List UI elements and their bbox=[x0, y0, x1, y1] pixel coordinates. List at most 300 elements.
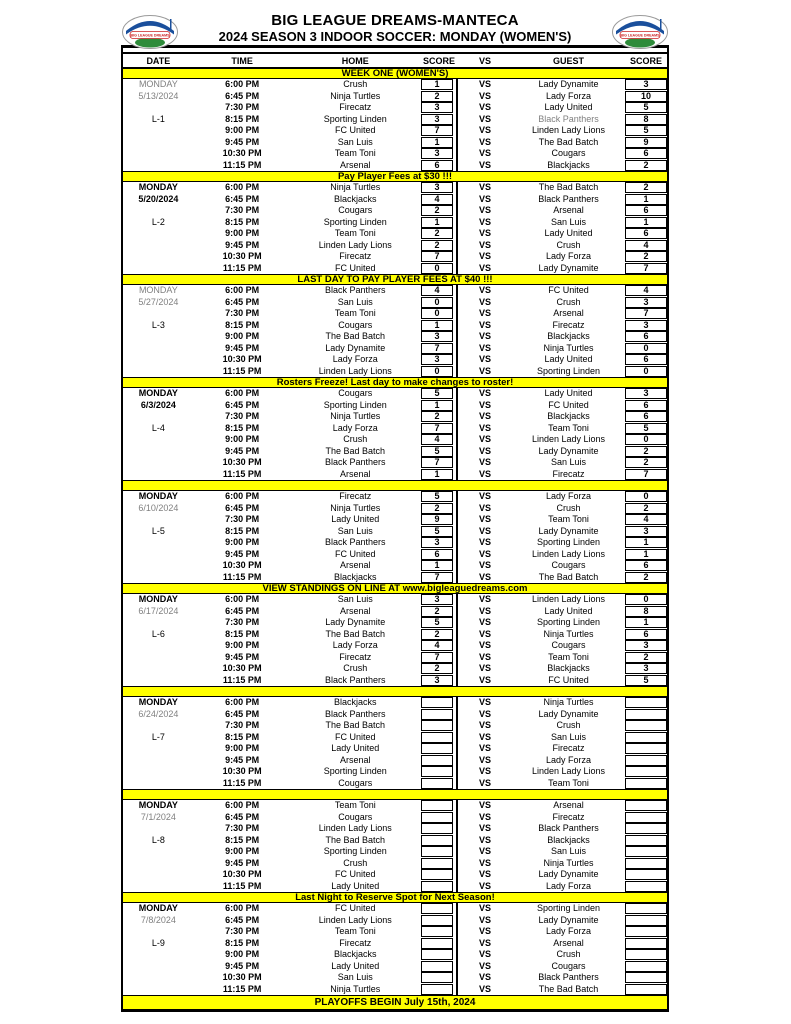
guest-score: 2 bbox=[625, 503, 667, 514]
date-cell bbox=[123, 411, 194, 423]
guest-team: Lady United bbox=[544, 228, 593, 238]
vs-label: VS bbox=[479, 296, 492, 307]
date-cell bbox=[123, 308, 194, 320]
guest-team: Black Panthers bbox=[538, 113, 599, 124]
guest-score-cell bbox=[625, 938, 667, 950]
date-cell bbox=[123, 549, 194, 561]
home-score: 3 bbox=[421, 537, 453, 548]
page-header bbox=[121, 10, 669, 48]
guest-team: Firecatz bbox=[552, 319, 585, 330]
game-date: 6/17/2024 bbox=[138, 605, 179, 616]
guest-team: San Luis bbox=[550, 216, 587, 227]
column-header-guest-5: GUEST bbox=[553, 56, 585, 66]
home-team: Lady Forza bbox=[332, 354, 378, 364]
game-time: 7:30 PM bbox=[225, 102, 260, 112]
guest-score-cell bbox=[625, 194, 667, 206]
date-cell bbox=[123, 434, 194, 446]
vs-label: VS bbox=[479, 640, 492, 650]
guest-team: Arsenal bbox=[553, 937, 584, 948]
game-time: 8:15 PM bbox=[225, 113, 260, 124]
home-team: Lady United bbox=[331, 960, 380, 971]
guest-score: 1 bbox=[625, 537, 667, 548]
home-score: 3 bbox=[421, 675, 453, 686]
home-score: 7 bbox=[421, 251, 453, 262]
home-score bbox=[421, 800, 453, 811]
date-cell bbox=[123, 675, 194, 687]
vs-label: VS bbox=[479, 285, 492, 295]
home-score-cell bbox=[420, 858, 458, 870]
guest-team: San Luis bbox=[550, 457, 587, 467]
game-row bbox=[123, 915, 667, 927]
home-score-cell bbox=[420, 240, 458, 252]
guest-team: Lady Forza bbox=[545, 90, 592, 101]
week-banner bbox=[123, 480, 667, 491]
vs-label: VS bbox=[479, 308, 492, 318]
column-header-time-1: TIME bbox=[231, 56, 253, 66]
guest-team: Firecatz bbox=[552, 743, 585, 753]
vs-label: VS bbox=[479, 457, 492, 467]
home-score-cell bbox=[420, 423, 458, 435]
game-row bbox=[123, 629, 667, 641]
vs-label: VS bbox=[479, 972, 492, 982]
guest-score bbox=[625, 755, 667, 766]
home-score bbox=[421, 766, 453, 777]
guest-score: 2 bbox=[625, 572, 667, 583]
guest-score-cell bbox=[625, 720, 667, 732]
guest-score-cell bbox=[625, 205, 667, 217]
home-score-cell bbox=[420, 949, 458, 961]
vs-label: VS bbox=[479, 319, 492, 330]
guest-score-cell bbox=[625, 434, 667, 446]
guest-score: 4 bbox=[625, 240, 667, 251]
guest-score-cell bbox=[625, 526, 667, 538]
home-team: Team Toni bbox=[334, 148, 376, 158]
game-row bbox=[123, 949, 667, 961]
guest-team: Lady Dynamite bbox=[538, 708, 599, 719]
date-cell bbox=[123, 720, 194, 732]
home-score-cell bbox=[420, 102, 458, 114]
column-header-row bbox=[123, 54, 667, 68]
date-cell bbox=[123, 160, 194, 172]
guest-score-cell bbox=[625, 949, 667, 961]
home-team: Arsenal bbox=[340, 754, 371, 765]
game-row bbox=[123, 549, 667, 561]
guest-score bbox=[625, 732, 667, 743]
home-score bbox=[421, 743, 453, 754]
game-time: 11:15 PM bbox=[222, 880, 262, 891]
home-score-cell bbox=[420, 320, 458, 332]
vs-label: VS bbox=[479, 125, 492, 135]
home-score bbox=[421, 755, 453, 766]
home-score bbox=[421, 949, 453, 960]
home-team: Cougars bbox=[338, 319, 373, 330]
game-row bbox=[123, 526, 667, 538]
game-time: 10:30 PM bbox=[222, 251, 262, 261]
vs-label: VS bbox=[479, 159, 492, 170]
guest-score bbox=[625, 926, 667, 937]
home-score bbox=[421, 869, 453, 880]
guest-score-cell bbox=[625, 961, 667, 973]
home-score-cell bbox=[420, 194, 458, 206]
home-score-cell bbox=[420, 217, 458, 229]
guest-score: 2 bbox=[625, 182, 667, 193]
vs-label: VS bbox=[479, 399, 492, 410]
game-row bbox=[123, 320, 667, 332]
game-time: 9:45 PM bbox=[225, 960, 260, 971]
guest-score: 1 bbox=[625, 549, 667, 560]
schedule-content bbox=[121, 10, 669, 1012]
game-time: 11:15 PM bbox=[222, 468, 262, 479]
guest-score: 0 bbox=[625, 343, 667, 354]
home-team: Blackjacks bbox=[334, 571, 377, 582]
game-row bbox=[123, 457, 667, 469]
league-label: L-7 bbox=[151, 731, 165, 742]
home-team: Ninja Turtles bbox=[330, 90, 381, 101]
game-row bbox=[123, 469, 667, 481]
home-score bbox=[421, 823, 453, 834]
game-time: 7:30 PM bbox=[225, 205, 260, 215]
guest-score-cell bbox=[625, 972, 667, 984]
home-score: 2 bbox=[421, 606, 453, 617]
guest-score-cell bbox=[625, 675, 667, 687]
home-score-cell bbox=[420, 812, 458, 824]
home-score: 6 bbox=[421, 549, 453, 560]
date-cell bbox=[123, 743, 194, 755]
guest-score-cell bbox=[625, 251, 667, 263]
guest-score bbox=[625, 709, 667, 720]
guest-score-cell bbox=[625, 572, 667, 584]
game-row bbox=[123, 434, 667, 446]
home-score bbox=[421, 778, 453, 789]
game-time: 11:15 PM bbox=[222, 159, 262, 170]
bld-oval-logo-icon bbox=[611, 14, 669, 51]
guest-score: 6 bbox=[625, 629, 667, 640]
game-time: 9:00 PM bbox=[225, 331, 260, 341]
guest-score: 0 bbox=[625, 366, 667, 377]
game-time: 7:30 PM bbox=[225, 720, 260, 730]
game-day: MONDAY bbox=[138, 594, 178, 604]
home-score-cell bbox=[420, 400, 458, 412]
guest-team: Sporting Linden bbox=[536, 903, 601, 913]
week-block-l-7 bbox=[123, 697, 667, 789]
home-team: Firecatz bbox=[339, 491, 372, 501]
vs-label: VS bbox=[479, 148, 492, 158]
date-cell bbox=[123, 778, 194, 790]
game-time: 10:30 PM bbox=[222, 766, 262, 776]
guest-score-cell bbox=[625, 881, 667, 893]
vs-label: VS bbox=[479, 766, 492, 776]
guest-score-cell bbox=[625, 709, 667, 721]
game-time: 8:15 PM bbox=[225, 937, 260, 948]
vs-label: VS bbox=[479, 342, 492, 353]
home-score: 5 bbox=[421, 617, 453, 628]
home-score-cell bbox=[420, 354, 458, 366]
guest-score-cell bbox=[625, 697, 667, 709]
game-row bbox=[123, 984, 667, 996]
guest-team: The Bad Batch bbox=[538, 983, 599, 994]
home-score: 1 bbox=[421, 400, 453, 411]
guest-score: 0 bbox=[625, 594, 667, 605]
home-team: Lady Forza bbox=[332, 422, 378, 433]
date-cell bbox=[123, 881, 194, 893]
week-block-l-4 bbox=[123, 388, 667, 480]
home-score-cell bbox=[420, 572, 458, 584]
home-score-cell bbox=[420, 846, 458, 858]
week-block-l-3 bbox=[123, 285, 667, 377]
vs-label: VS bbox=[479, 663, 492, 673]
home-score-cell bbox=[420, 285, 458, 297]
home-score-cell bbox=[420, 652, 458, 664]
guest-score: 6 bbox=[625, 400, 667, 411]
guest-score-cell bbox=[625, 423, 667, 435]
home-team: Lady Dynamite bbox=[325, 617, 386, 627]
guest-score-cell bbox=[625, 617, 667, 629]
game-time: 9:45 PM bbox=[225, 754, 260, 765]
guest-score: 6 bbox=[625, 205, 667, 216]
game-time: 11:15 PM bbox=[222, 983, 262, 994]
league-label: L-1 bbox=[151, 113, 165, 124]
guest-team: FC United bbox=[548, 399, 589, 410]
home-score: 5 bbox=[421, 388, 453, 399]
guest-score bbox=[625, 903, 667, 914]
guest-score: 7 bbox=[625, 469, 667, 480]
week-banner: LAST DAY TO PAY PLAYER FEES AT $40 !!! bbox=[123, 274, 667, 285]
guest-score bbox=[625, 812, 667, 823]
home-score: 2 bbox=[421, 91, 453, 102]
home-score: 2 bbox=[421, 629, 453, 640]
home-team: Crush bbox=[343, 857, 368, 868]
home-score-cell bbox=[420, 434, 458, 446]
home-team: San Luis bbox=[337, 136, 373, 147]
league-label: L-6 bbox=[151, 628, 165, 639]
game-day: MONDAY bbox=[138, 903, 178, 913]
weeks-container bbox=[123, 68, 667, 995]
guest-team: Lady Forza bbox=[545, 754, 592, 765]
home-team: Linden Lady Lions bbox=[318, 823, 392, 833]
home-score: 2 bbox=[421, 205, 453, 216]
game-day: MONDAY bbox=[138, 285, 178, 295]
game-time: 9:45 PM bbox=[225, 651, 260, 662]
guest-score: 3 bbox=[625, 320, 667, 331]
home-score-cell bbox=[420, 411, 458, 423]
week-banner: Rosters Freeze! Last day to make changes to roster! bbox=[123, 377, 667, 388]
week-block-l-8 bbox=[123, 800, 667, 892]
guest-score-cell bbox=[625, 846, 667, 858]
guest-team: Team Toni bbox=[548, 651, 589, 662]
guest-score-cell bbox=[625, 182, 667, 194]
home-team: Crush bbox=[343, 434, 368, 444]
home-team: Black Panthers bbox=[325, 285, 386, 295]
game-time: 10:30 PM bbox=[222, 869, 262, 879]
page-subtitle: 2024 SEASON 3 INDOOR SOCCER: MONDAY (WOMEN'S) bbox=[218, 29, 572, 44]
vs-label: VS bbox=[479, 560, 492, 570]
game-day: MONDAY bbox=[138, 800, 178, 810]
guest-team: Black Panthers bbox=[538, 823, 599, 833]
vs-label: VS bbox=[479, 823, 492, 833]
vs-label: VS bbox=[479, 182, 492, 192]
week-banner: WEEK ONE (WOMEN'S) bbox=[123, 68, 667, 79]
home-team: The Bad Batch bbox=[325, 628, 386, 639]
guest-score-cell bbox=[625, 400, 667, 412]
guest-team: Black Panthers bbox=[538, 972, 599, 982]
date-cell bbox=[123, 240, 194, 252]
game-time: 8:15 PM bbox=[225, 525, 260, 536]
game-date: 5/20/2024 bbox=[138, 193, 179, 204]
guest-score: 3 bbox=[625, 640, 667, 651]
home-team: Cougars bbox=[338, 388, 373, 398]
guest-team: Lady Dynamite bbox=[538, 79, 599, 89]
home-team: Sporting Linden bbox=[323, 766, 387, 776]
game-row bbox=[123, 331, 667, 343]
guest-team: Sporting Linden bbox=[536, 537, 601, 547]
guest-score: 9 bbox=[625, 137, 667, 148]
home-team: Lady Forza bbox=[332, 640, 378, 650]
vs-label: VS bbox=[479, 617, 492, 627]
home-team: Sporting Linden bbox=[323, 399, 387, 410]
home-score-cell bbox=[420, 491, 458, 503]
week-banner bbox=[123, 686, 667, 697]
guest-score: 5 bbox=[625, 125, 667, 136]
game-row bbox=[123, 823, 667, 835]
guest-score-cell bbox=[625, 537, 667, 549]
home-score bbox=[421, 835, 453, 846]
home-score-cell bbox=[420, 720, 458, 732]
game-row bbox=[123, 755, 667, 767]
game-row bbox=[123, 285, 667, 297]
guest-team: Cougars bbox=[551, 640, 586, 650]
home-team: Arsenal bbox=[340, 468, 371, 479]
home-score-cell bbox=[420, 594, 458, 606]
game-row bbox=[123, 228, 667, 240]
home-team: Linden Lady Lions bbox=[318, 239, 392, 250]
home-score-cell bbox=[420, 709, 458, 721]
home-score: 3 bbox=[421, 331, 453, 342]
game-row bbox=[123, 125, 667, 137]
home-team: Team Toni bbox=[334, 926, 376, 936]
home-score-cell bbox=[420, 182, 458, 194]
home-team: Firecatz bbox=[339, 651, 372, 662]
guest-score-cell bbox=[625, 594, 667, 606]
game-time: 6:45 PM bbox=[225, 193, 260, 204]
vs-label: VS bbox=[479, 525, 492, 536]
date-cell bbox=[123, 537, 194, 549]
vs-label: VS bbox=[479, 491, 492, 501]
guest-team: Lady United bbox=[544, 605, 593, 616]
home-team: The Bad Batch bbox=[325, 331, 386, 341]
guest-team: Crush bbox=[556, 239, 581, 250]
guest-score bbox=[625, 972, 667, 983]
home-score-cell bbox=[420, 446, 458, 458]
guest-team: The Bad Batch bbox=[538, 136, 599, 147]
home-score-cell bbox=[420, 560, 458, 572]
guest-score-cell bbox=[625, 869, 667, 881]
game-row bbox=[123, 102, 667, 114]
home-score: 6 bbox=[421, 160, 453, 171]
week-block-l-1 bbox=[123, 79, 667, 171]
guest-score-cell bbox=[625, 778, 667, 790]
guest-score-cell bbox=[625, 411, 667, 423]
column-header-vs-4: VS bbox=[479, 56, 492, 66]
vs-label: VS bbox=[479, 834, 492, 845]
column-header-score-3: SCORE bbox=[423, 56, 456, 66]
game-row bbox=[123, 366, 667, 378]
vs-label: VS bbox=[479, 800, 492, 810]
guest-team: Arsenal bbox=[553, 800, 584, 810]
vs-label: VS bbox=[479, 846, 492, 856]
guest-score-cell bbox=[625, 755, 667, 767]
guest-score-cell bbox=[625, 217, 667, 229]
home-score: 4 bbox=[421, 434, 453, 445]
game-time: 9:00 PM bbox=[225, 846, 260, 856]
guest-team: Team Toni bbox=[548, 422, 589, 433]
guest-team: Blackjacks bbox=[547, 331, 590, 341]
home-score: 3 bbox=[421, 102, 453, 113]
guest-score: 1 bbox=[625, 217, 667, 228]
guest-score: 2 bbox=[625, 160, 667, 171]
game-time: 8:15 PM bbox=[225, 422, 260, 433]
home-score: 7 bbox=[421, 125, 453, 136]
game-row bbox=[123, 903, 667, 915]
home-team: San Luis bbox=[337, 296, 373, 307]
home-team: FC United bbox=[335, 731, 376, 742]
guest-team: Black Panthers bbox=[538, 193, 599, 204]
date-cell bbox=[123, 961, 194, 973]
game-time: 6:45 PM bbox=[225, 296, 260, 307]
game-date: 6/10/2024 bbox=[138, 502, 179, 513]
vs-label: VS bbox=[479, 949, 492, 959]
date-cell bbox=[123, 125, 194, 137]
week-banner: VIEW STANDINGS ON LINE AT www.bigleaguedreams.com bbox=[123, 583, 667, 594]
vs-label: VS bbox=[479, 708, 492, 719]
home-team: Black Panthers bbox=[325, 537, 386, 547]
home-score-cell bbox=[420, 800, 458, 812]
guest-score-cell bbox=[625, 91, 667, 103]
vs-label: VS bbox=[479, 914, 492, 925]
game-time: 8:15 PM bbox=[225, 628, 260, 639]
vs-label: VS bbox=[479, 502, 492, 513]
home-team: The Bad Batch bbox=[325, 834, 386, 845]
game-time: 10:30 PM bbox=[222, 148, 262, 158]
guest-score-cell bbox=[625, 606, 667, 618]
guest-score: 10 bbox=[625, 91, 667, 102]
guest-team: Cougars bbox=[551, 960, 586, 971]
home-score-cell bbox=[420, 343, 458, 355]
home-score: 5 bbox=[421, 446, 453, 457]
game-time: 9:00 PM bbox=[225, 434, 260, 444]
game-time: 6:00 PM bbox=[225, 388, 260, 398]
home-score-cell bbox=[420, 629, 458, 641]
vs-label: VS bbox=[479, 434, 492, 444]
home-team: Cougars bbox=[338, 205, 373, 215]
home-team: Team Toni bbox=[334, 800, 376, 810]
home-team: Black Panthers bbox=[325, 674, 386, 685]
vs-label: VS bbox=[479, 90, 492, 101]
guest-score: 1 bbox=[625, 617, 667, 628]
vs-label: VS bbox=[479, 136, 492, 147]
vs-label: VS bbox=[479, 216, 492, 227]
guest-score-cell bbox=[625, 343, 667, 355]
game-row bbox=[123, 697, 667, 709]
home-score-cell bbox=[420, 869, 458, 881]
home-team: Firecatz bbox=[339, 102, 372, 112]
home-score: 5 bbox=[421, 526, 453, 537]
home-team: Sporting Linden bbox=[323, 846, 387, 856]
game-row bbox=[123, 663, 667, 675]
home-score-cell bbox=[420, 457, 458, 469]
vs-label: VS bbox=[479, 937, 492, 948]
vs-label: VS bbox=[479, 422, 492, 433]
guest-score-cell bbox=[625, 663, 667, 675]
